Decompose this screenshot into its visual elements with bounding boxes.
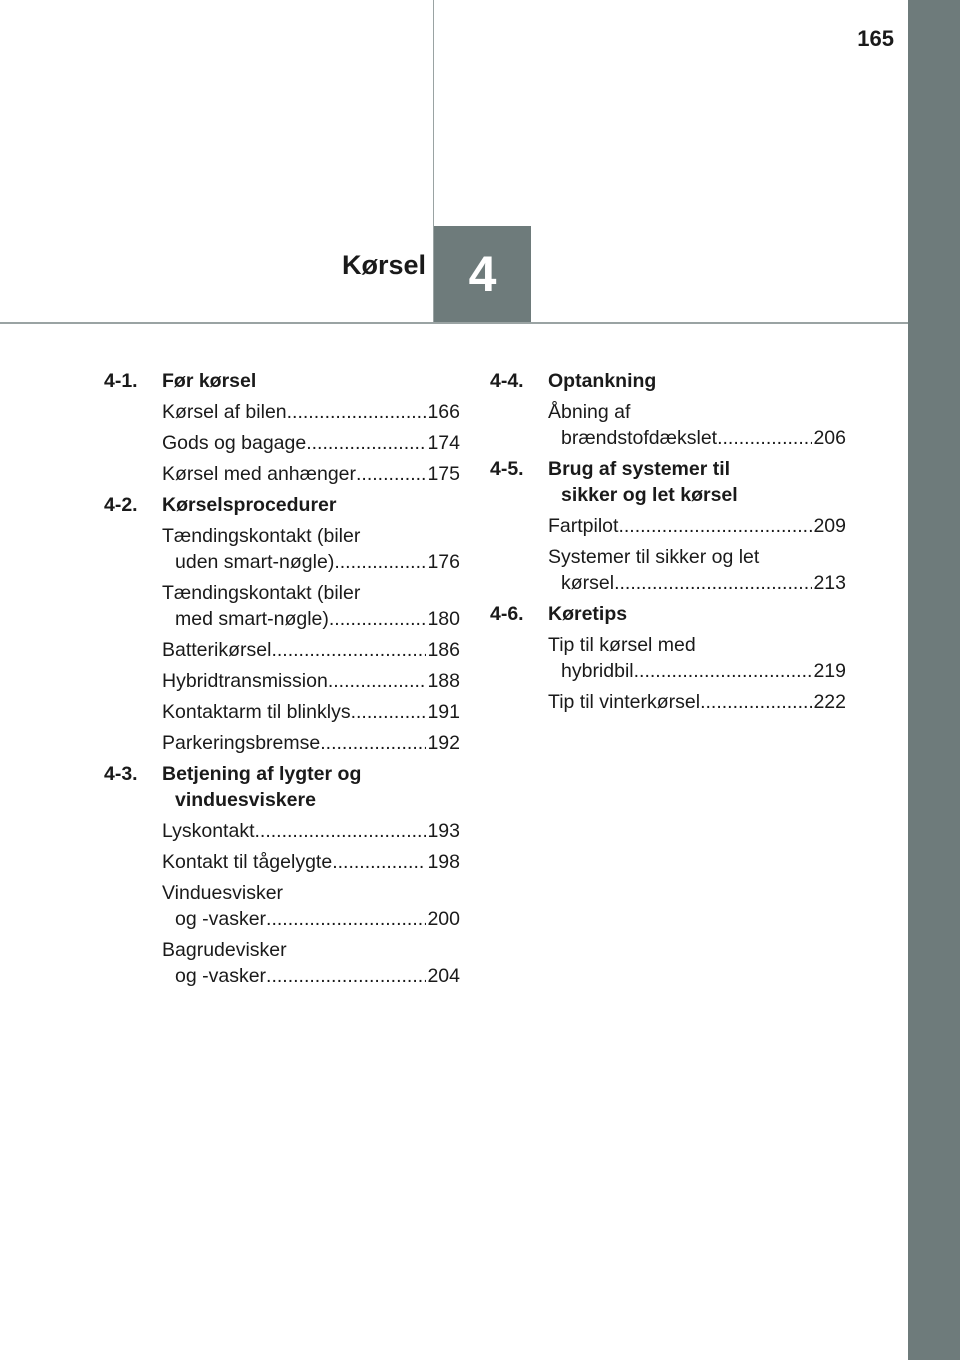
toc-entry-text: Gods og bagage bbox=[162, 432, 307, 454]
toc-entry-line bbox=[162, 963, 460, 989]
dot-leader bbox=[306, 430, 426, 456]
toc-entry-line bbox=[548, 399, 846, 425]
toc-entry[interactable] bbox=[548, 632, 846, 684]
section-number: 4-5. bbox=[490, 458, 524, 480]
dot-leader bbox=[255, 818, 427, 844]
toc-entry-line bbox=[162, 668, 460, 694]
toc-entry[interactable] bbox=[162, 461, 460, 487]
toc-entry[interactable] bbox=[162, 699, 460, 725]
toc-entry-line bbox=[162, 880, 460, 906]
dot-leader bbox=[266, 906, 426, 932]
toc-entry-text: og -vasker bbox=[175, 965, 267, 987]
toc-entry-text: Vinduesvisker bbox=[162, 882, 284, 904]
toc-page-number: 200 bbox=[427, 908, 460, 930]
section-heading bbox=[490, 601, 846, 627]
toc-entry-text: Fartpilot bbox=[548, 515, 619, 537]
toc-entry[interactable] bbox=[548, 513, 846, 539]
toc-section bbox=[490, 368, 846, 451]
toc-page-number: 204 bbox=[427, 965, 460, 987]
section-title-line: sikker og let kørsel bbox=[561, 484, 738, 506]
section-heading bbox=[104, 492, 460, 518]
toc-entry-line bbox=[548, 632, 846, 658]
toc-page-number: 166 bbox=[427, 401, 460, 423]
toc-page-number: 191 bbox=[427, 701, 460, 723]
toc-entry-text: uden smart-nøgle) bbox=[175, 551, 335, 573]
toc-entry-text: Tændingskontakt (biler bbox=[162, 582, 361, 604]
dot-leader bbox=[334, 549, 426, 575]
section-number: 4-4. bbox=[490, 370, 524, 392]
toc-entry-line bbox=[548, 658, 846, 684]
toc-entry-line bbox=[162, 818, 460, 844]
header-horizontal-rule bbox=[0, 322, 908, 324]
toc-entry[interactable] bbox=[162, 637, 460, 663]
dot-leader bbox=[614, 570, 812, 596]
section-number: 4-3. bbox=[104, 763, 138, 785]
toc-entry-line bbox=[162, 399, 460, 425]
dot-leader bbox=[356, 461, 426, 487]
toc-section bbox=[104, 492, 460, 756]
toc-entry-text: Tip til kørsel med bbox=[548, 634, 696, 656]
toc-entry-text: Kontaktarm til blinklys bbox=[162, 701, 351, 723]
section-title-line: vinduesviskere bbox=[175, 789, 316, 811]
toc-page-number: 175 bbox=[427, 463, 460, 485]
toc-entry-text: Systemer til sikker og let bbox=[548, 546, 760, 568]
section-title-line: Kørselsprocedurer bbox=[162, 494, 337, 516]
section-heading bbox=[490, 456, 846, 508]
toc-entry-text: kørsel bbox=[561, 572, 615, 594]
section-title bbox=[162, 492, 460, 518]
section-heading bbox=[104, 368, 460, 394]
toc-page-number: 222 bbox=[813, 691, 846, 713]
dot-leader bbox=[717, 425, 812, 451]
toc-section bbox=[490, 601, 846, 715]
toc-entry[interactable] bbox=[162, 523, 460, 575]
toc-entry-line bbox=[548, 513, 846, 539]
toc-entry[interactable] bbox=[162, 399, 460, 425]
toc-page-number: 186 bbox=[427, 639, 460, 661]
chapter-title: Kørsel bbox=[341, 250, 426, 280]
toc-entry-text: Tændingskontakt (biler bbox=[162, 525, 361, 547]
toc-page-number: 192 bbox=[427, 732, 460, 754]
toc-entry-text: med smart-nøgle) bbox=[175, 608, 329, 630]
toc-section bbox=[490, 456, 846, 596]
toc-entry[interactable] bbox=[548, 689, 846, 715]
section-heading bbox=[490, 368, 846, 394]
section-title bbox=[548, 456, 846, 508]
toc-entry[interactable] bbox=[162, 818, 460, 844]
section-title-line: Betjening af lygter og bbox=[162, 763, 362, 785]
section-title bbox=[162, 368, 460, 394]
toc-page-number: 213 bbox=[813, 572, 846, 594]
dot-leader bbox=[329, 606, 427, 632]
toc-entry-text: Tip til vinterkørsel bbox=[548, 691, 701, 713]
toc-entry[interactable] bbox=[548, 544, 846, 596]
toc-page-number: 176 bbox=[427, 551, 460, 573]
toc-page-number: 219 bbox=[813, 660, 846, 682]
toc-page-number: 188 bbox=[427, 670, 460, 692]
toc-entry-text: og -vasker bbox=[175, 908, 267, 930]
chapter-number-box: 4 bbox=[434, 226, 531, 322]
section-number: 4-2. bbox=[104, 494, 138, 516]
toc-entry-text: Kørsel af bilen bbox=[162, 401, 287, 423]
toc-entry-text: Kørsel med anhænger bbox=[162, 463, 357, 485]
toc-entry-text: Parkeringsbremse bbox=[162, 732, 321, 754]
toc-section bbox=[104, 368, 460, 487]
toc-entry[interactable] bbox=[162, 580, 460, 632]
toc-entry-line bbox=[162, 637, 460, 663]
section-title-line: Før kørsel bbox=[162, 370, 257, 392]
section-title-line: Køretips bbox=[548, 603, 628, 625]
toc-entry-text: Batterikørsel bbox=[162, 639, 272, 661]
toc-entry-line bbox=[548, 544, 846, 570]
section-heading bbox=[104, 761, 460, 813]
toc-page-number: 174 bbox=[427, 432, 460, 454]
toc-entry-line bbox=[162, 523, 460, 549]
toc-entry-line bbox=[162, 430, 460, 456]
toc-entry-text: Lyskontakt bbox=[162, 820, 255, 842]
toc-entry-line bbox=[162, 906, 460, 932]
toc-page-number: 209 bbox=[813, 515, 846, 537]
toc-entry-line bbox=[162, 699, 460, 725]
toc-page-number: 193 bbox=[427, 820, 460, 842]
toc-entry[interactable] bbox=[162, 880, 460, 932]
toc-entry[interactable] bbox=[548, 399, 846, 451]
toc-entry-line bbox=[548, 425, 846, 451]
dot-leader bbox=[618, 513, 812, 539]
dot-leader bbox=[266, 963, 426, 989]
section-title-line: Optankning bbox=[548, 370, 657, 392]
toc-entry[interactable] bbox=[162, 849, 460, 875]
toc-entry-line bbox=[548, 689, 846, 715]
dot-leader bbox=[332, 849, 426, 875]
toc-entry-line bbox=[162, 937, 460, 963]
toc-column-right bbox=[490, 368, 846, 720]
section-title bbox=[162, 761, 460, 813]
toc-entry[interactable] bbox=[162, 668, 460, 694]
toc-entry[interactable] bbox=[162, 937, 460, 989]
dot-leader bbox=[271, 637, 426, 663]
dot-leader bbox=[328, 668, 427, 694]
section-title-line: Brug af systemer til bbox=[548, 458, 731, 480]
toc-page-number: 198 bbox=[427, 851, 460, 873]
toc-entry-line bbox=[162, 549, 460, 575]
toc-entry-text: Kontakt til tågelygte bbox=[162, 851, 333, 873]
toc-entry-text: Åbning af bbox=[548, 401, 631, 423]
toc-entry-line bbox=[162, 580, 460, 606]
toc-section bbox=[104, 761, 460, 989]
section-number: 4-6. bbox=[490, 603, 524, 625]
chapter-side-tab bbox=[908, 0, 960, 1360]
page-number: 165 bbox=[857, 26, 894, 51]
section-number: 4-1. bbox=[104, 370, 138, 392]
toc-page-number: 180 bbox=[427, 608, 460, 630]
toc-entry[interactable] bbox=[162, 430, 460, 456]
toc-entry-line bbox=[162, 461, 460, 487]
dot-leader bbox=[700, 689, 812, 715]
dot-leader bbox=[320, 730, 426, 756]
section-title bbox=[548, 601, 846, 627]
toc-entry-text: Bagrudevisker bbox=[162, 939, 287, 961]
toc-entry-line bbox=[162, 730, 460, 756]
toc-entry-text: Hybridtransmission bbox=[162, 670, 328, 692]
section-title bbox=[548, 368, 846, 394]
toc-entry-line bbox=[162, 849, 460, 875]
dot-leader bbox=[634, 658, 813, 684]
toc-entry[interactable] bbox=[162, 730, 460, 756]
toc-entry-text: brændstofdækslet bbox=[561, 427, 718, 449]
dot-leader bbox=[351, 699, 427, 725]
toc-column-left bbox=[104, 368, 460, 994]
toc-entry-line bbox=[548, 570, 846, 596]
toc-entry-text: hybridbil bbox=[561, 660, 634, 682]
toc-page-number: 206 bbox=[813, 427, 846, 449]
toc-entry-line bbox=[162, 606, 460, 632]
dot-leader bbox=[287, 399, 427, 425]
